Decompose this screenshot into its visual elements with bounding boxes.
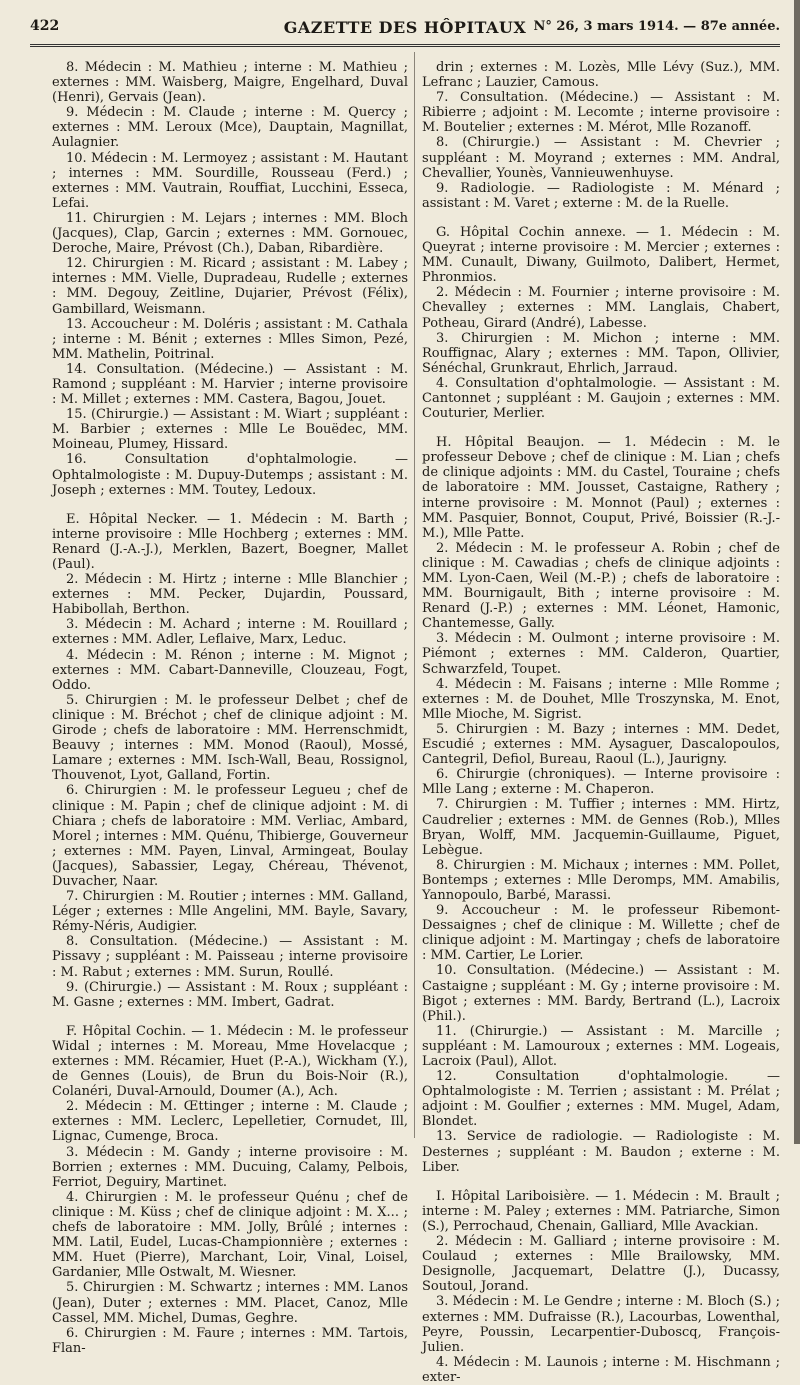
listing-paragraph: 7. Chirurgien : M. Tuffier ; internes : MM. Hirtz, Caudrelier ; externes : MM. de Gennes (Rob.), Mlles Bryan, Wolff, MM. Jacquemin-Guillaume, Piguet, Lebègue.: [422, 797, 780, 858]
listing-paragraph: 12. Consultation d'ophtalmologie. — Ophtalmologiste : M. Terrien ; assistant : M. Prélat ; adjoint : M. Goulfier ; externes : MM. Mugel, Adam, Blondet.: [422, 1069, 780, 1130]
listing-paragraph: 11. (Chirurgie.) — Assistant : M. Marcille ; suppléant : M. Lamouroux ; externes : MM. Logeais, Lacroix (Paul), Allot.: [422, 1023, 780, 1069]
section-gap: [422, 211, 780, 225]
listing-paragraph: 6. Chirurgie (chroniques). — Interne provisoire : Mlle Lang ; externe : M. Chaperon.: [422, 767, 780, 798]
listing-paragraph: 9. Accoucheur : M. le professeur Ribemont-Dessaignes ; chef de clinique : M. Willette ; chef de clinique adjoint : M. Martingay ; chefs de laboratoire : MM. Cartier, Le Lorier.: [422, 903, 780, 964]
listing-paragraph: 3. Chirurgien : M. Michon ; interne : MM. Rouffignac, Alary ; externes : MM. Tapon, Ollivier, Sénéchal, Grunkraut, Ehrlich, Jarraud.: [422, 330, 780, 376]
page-number: 422: [30, 18, 60, 34]
section-gap: [52, 498, 408, 512]
listing-paragraph: 9. Radiologie. — Radiologiste : M. Ménard ; assistant : M. Varet ; externe : M. de la Ruelle.: [422, 180, 780, 211]
listing-paragraph: 11. Chirurgien : M. Lejars ; internes : MM. Bloch (Jacques), Clap, Garcin ; externes : MM. Gornouec, Deroche, Maire, Prévost (Ch.), Daban, Ribardière.: [52, 210, 408, 257]
listing-paragraph: 3. Médecin : M. Le Gendre ; interne : M. Bloch (S.) ; externes : MM. Dufraisse (R.), Lacourbas, Lowenthal, Peyre, Poussin, Lecarpentier-Duboscq, François-Julien.: [422, 1294, 780, 1355]
listing-paragraph: 8. Médecin : M. Mathieu ; interne : M. Mathieu ; externes : MM. Waisberg, Maigre, Engelhard, Duval (Henri), Gervais (Jean).: [52, 60, 408, 106]
section-gap: [422, 421, 780, 435]
section-gap: [422, 1175, 780, 1189]
issue-info: N° 26, 3 mars 1914. — 87e année.: [533, 19, 780, 34]
listing-paragraph: drin ; externes : M. Lozès, Mlle Lévy (Suz.), MM. Lefranc ; Lauzier, Camous.: [422, 60, 780, 91]
listing-paragraph: 4. Médecin : M. Launois ; interne : M. Hischmann ; exter-: [422, 1354, 780, 1385]
page-edge: [794, 0, 800, 1144]
listing-paragraph: 13. Service de radiologie. — Radiologiste : M. Desternes ; suppléant : M. Baudon ; externe : M. Liber.: [422, 1129, 780, 1175]
right-column: [422, 60, 780, 1385]
listing-paragraph: 6. Chirurgien : M. Faure ; internes : MM. Tartois, Flan-: [52, 1325, 408, 1356]
listing-paragraph: 14. Consultation. (Médecine.) — Assistant : M. Ramond ; suppléant : M. Harvier ; interne provisoire : M. Millet ; externes : MM. Castera, Bagou, Jouet.: [52, 361, 408, 408]
listing-paragraph: 8. Consultation. (Médecine.) — Assistant : M. Pissavy ; suppléant : M. Paisseau ; interne provisoire : M. Rabut ; externes : MM. Surun, Roullé.: [52, 934, 408, 980]
listing-paragraph: 2. Médecin : M. Galliard ; interne provisoire : M. Coulaud ; externes : Mlle Brailowsky, MM. Designolle, Jacquemart, Delattre (J.), Ducassy, Soutoul, Jorand.: [422, 1234, 780, 1295]
listing-paragraph: 5. Chirurgien : M. Bazy ; internes : MM. Dedet, Escudié ; externes : MM. Aysaguer, Dascalopoulos, Cantegril, Defiol, Bureau, Raoul (L.), Jaurigny.: [422, 721, 780, 768]
listing-paragraph: 8. Chirurgien : M. Michaux ; internes : MM. Pollet, Bontemps ; externes : Mlle Deromps, MM. Amabilis, Yannopoulo, Barbé, Marassi.: [422, 857, 780, 903]
journal-title: GAZETTE DES HÔPITAUX: [283, 18, 527, 37]
listing-paragraph: 2. Médecin : M. Fournier ; interne provisoire : M. Chevalley ; externes : MM. Langlais, Chabert, Potheau, Girard (André), Labesse.: [422, 285, 780, 331]
listing-paragraph: E. Hôpital Necker. — 1. Médecin : M. Barth ; interne provisoire : Mlle Hochberg ; externes : MM. Renard (J.-A.-J.), Merklen, Bazert, Boegner, Mallet (Paul).: [52, 511, 408, 572]
listing-paragraph: 4. Chirurgien : M. le professeur Quénu ; chef de clinique : M. Küss ; chef de clinique adjoint : M. X... ; chefs de laboratoire : MM. Jolly, Brûlé ; internes : MM. Latil, Eudel, Lucas-Championnière ; externes : MM. Huet (Pierre), Marchant, Loir, Vinal, Loisel, Gardanier, Mlle Ostwalt, M. Wiesner.: [52, 1189, 408, 1281]
listing-paragraph: 16. Consultation d'ophtalmologie. — Ophtalmologiste : M. Dupuy-Dutemps ; assistant : M. Joseph ; externes : MM. Toutey, Ledoux.: [52, 452, 408, 498]
listing-paragraph: F. Hôpital Cochin. — 1. Médecin : M. le professeur Widal ; internes : M. Moreau, Mme Hovelacque ; externes : MM. Récamier, Huet (P.-A.), Wickham (Y.), de Gennes (Louis), de Brun du Bois-Noir (R.), Colanéri, Duval-Arnould, Doumer (A.), Ach.: [52, 1023, 408, 1100]
listing-paragraph: 3. Médecin : M. Oulmont ; interne provisoire : M. Piémont ; externes : MM. Calderon, Quartier, Schwarzfeld, Toupet.: [422, 631, 780, 677]
listing-paragraph: 4. Médecin : M. Faisans ; interne : Mlle Romme ; externes : M. de Douhet, Mlle Troszynska, M. Enot, Mlle Mioche, M. Sigrist.: [422, 676, 780, 722]
listing-paragraph: 5. Chirurgien : M. Schwartz ; internes : MM. Lanos (Jean), Duter ; externes : MM. Placet, Canoz, Mlle Cassel, MM. Michel, Dumas, Geghre.: [52, 1280, 408, 1326]
listing-paragraph: 2. Médecin : M. Œttinger ; interne : M. Claude ; externes : MM. Leclerc, Lepelletier, Cornudet, Ill, Lignac, Cumenge, Broca.: [52, 1099, 408, 1145]
listing-paragraph: 4. Médecin : M. Rénon ; interne : M. Mignot ; externes : MM. Cabart-Danneville, Clouzeau, Fogt, Oddo.: [52, 647, 408, 693]
listing-paragraph: 2. Médecin : M. Hirtz ; interne : Mlle Blanchier ; externes : MM. Pecker, Dujardin, Poussard, Habibollah, Berthon.: [52, 572, 408, 618]
page-header: [30, 14, 780, 47]
listing-paragraph: 6. Chirurgien : M. le professeur Legueu ; chef de clinique : M. Papin ; chef de clinique adjoint : M. di Chiara ; chefs de laboratoire : MM. Verliac, Ambard, Morel ; internes : MM. Quénu, Thibierge, Gouverneur ; externes : MM. Payen, Linval, Armingeat, Boulay (Jacques), Sabassier, Legay, Chéreau, Thévenot, Duvacher, Naar.: [52, 783, 408, 889]
listing-paragraph: 3. Médecin : M. Gandy ; interne provisoire : M. Borrien ; externes : MM. Ducuing, Calamy, Pelbois, Ferriot, Deguiry, Martinet.: [52, 1144, 408, 1190]
listing-paragraph: 10. Médecin : M. Lermoyez ; assistant : M. Hautant ; internes : MM. Sourdille, Rousseau (Ferd.) ; externes : MM. Vautrain, Rouffiat, Lucchini, Esseca, Lefai.: [52, 150, 408, 211]
listing-paragraph: 13. Accoucheur : M. Doléris ; assistant : M. Cathala ; interne : M. Bénit ; externes : Mlles Simon, Pezé, MM. Mathelin, Poitrinal.: [52, 316, 408, 362]
section-gap: [52, 1010, 408, 1024]
listing-paragraph: G. Hôpital Cochin annexe. — 1. Médecin : M. Queyrat ; interne provisoire : M. Mercier ; externes : MM. Cunault, Diwany, Guilmoto, Dalibert, Hermet, Phronmios.: [422, 224, 780, 286]
listing-paragraph: 4. Consultation d'ophtalmologie. — Assistant : M. Cantonnet ; suppléant : M. Gaujoin ; externes : MM. Couturier, Merlier.: [422, 375, 780, 422]
listing-paragraph: 7. Consultation. (Médecine.) — Assistant : M. Ribierre ; adjoint : M. Lecomte ; interne provisoire : M. Boutelier ; externes : M. Mérot, Mlle Rozanoff.: [422, 90, 780, 136]
listing-paragraph: 3. Médecin : M. Achard ; interne : M. Rouillard ; externes : MM. Adler, Leflaive, Marx, Leduc.: [52, 617, 408, 648]
listing-paragraph: 9. Médecin : M. Claude ; interne : M. Quercy ; externes : MM. Leroux (Mce), Dauptain, Magnillat, Aulagnier.: [52, 105, 408, 151]
listing-paragraph: 5. Chirurgien : M. le professeur Delbet ; chef de clinique : M. Bréchot ; chef de clinique adjoint : M. Girode ; chefs de laboratoire : MM. Herrenschmidt, Beauvy ; internes : MM. Monod (Raoul), Mossé, Lamare ; externes : MM. Isch-Wall, Beau, Rossignol, Thouvenot, Lyot, Galland, Fortin.: [52, 692, 408, 784]
listing-paragraph: 7. Chirurgien : M. Routier ; internes : MM. Galland, Léger ; externes : Mlle Angelini, MM. Bayle, Savary, Rémy-Néris, Audigier.: [52, 889, 408, 935]
column-divider: [414, 52, 415, 1138]
listing-paragraph: 15. (Chirurgie.) — Assistant : M. Wiart ; suppléant : M. Barbier ; externes : Mlle Le Bouëdec, MM. Moineau, Plumey, Hissard.: [52, 407, 408, 453]
left-column: [52, 60, 408, 1356]
listing-paragraph: I. Hôpital Lariboisière. — 1. Médecin : M. Brault ; interne : M. Paley ; externes : MM. Patriarche, Simon (S.), Perrochaud, Chenain, Galliard, Mlle Avackian.: [422, 1188, 780, 1234]
listing-paragraph: 9. (Chirurgie.) — Assistant : M. Roux ; suppléant : M. Gasne ; externes : MM. Imbert, Gadrat.: [52, 979, 408, 1010]
listing-paragraph: 8. (Chirurgie.) — Assistant : M. Chevrier ; suppléant : M. Moyrand ; externes : MM. Andral, Chevallier, Younès, Vannieuwenhuyse.: [422, 135, 780, 181]
listing-paragraph: 10. Consultation. (Médecine.) — Assistant : M. Castaigne ; suppléant : M. Gy ; interne provisoire : M. Bigot ; externes : MM. Bardy, Bertrand (L.), Lacroix (Phil.).: [422, 963, 780, 1024]
listing-paragraph: 2. Médecin : M. le professeur A. Robin ; chef de clinique : M. Cawadias ; chefs de clinique adjoints : MM. Lyon-Caen, Weil (M.-P.) ; chefs de laboratoire : MM. Bournigault, Bith ; interne provisoire : M. Renard (J.-P.) ; externes : MM. Léonet, Hamonic, Chantemesse, Gally.: [422, 540, 780, 632]
listing-paragraph: 12. Chirurgien : M. Ricard ; assistant : M. Labey ; internes : MM. Vielle, Dupradeau, Rudelle ; externes : MM. Degouy, Zeitline, Dujarier, Prévost (Félix), Gambillard, Weismann.: [52, 256, 408, 317]
listing-paragraph: H. Hôpital Beaujon. — 1. Médecin : M. le professeur Debove ; chef de clinique : M. Lian ; chefs de clinique adjoints : MM. du Castel, Touraine ; chefs de laboratoire : MM. Jousset, Castaigne, Rathery ; interne provisoire : M. Monnot (Paul) ; externes : MM. Pasquier, Bonnot, Couput, Privé, Boissier (R.-J.-M.), Mlle Patte.: [422, 435, 780, 541]
